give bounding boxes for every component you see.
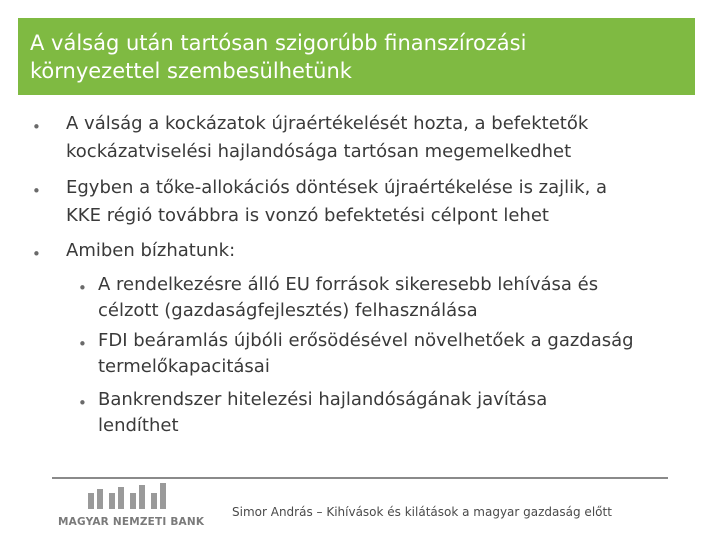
sub-bullet-1-line-2: célzott (gazdaságfejlesztés) felhasználása <box>98 300 478 321</box>
bullet-marker: • <box>32 118 41 136</box>
bullet-1-line-2: kockázatviselési hajlandósága tartósan megemelkedhet <box>66 141 572 162</box>
sub-bullet-2-line-1: FDI beáramlás újbóli erősödésével növelhetőek a gazdaság <box>98 330 634 351</box>
title-line-2: környezettel szembesülhetünk <box>30 59 352 83</box>
bullet-2-line-1: Egyben a tőke-allokációs döntések újraértékelése is zajlik, a <box>66 177 608 198</box>
footer-divider <box>52 477 668 479</box>
sub-bullet-marker: • <box>78 394 87 412</box>
sub-bullet-3-line-1: Bankrendszer hitelezési hajlandóságának javítása <box>98 389 548 410</box>
sub-bullet-marker: • <box>78 335 87 353</box>
sub-bullet-3-line-2: lendíthet <box>98 415 179 436</box>
sub-bullet-2-line-2: termelőkapacitásai <box>98 356 270 377</box>
sub-bullet-marker: • <box>78 279 87 297</box>
bullet-2-line-2: KKE régió továbbra is vonzó befektetési célpont lehet <box>66 205 549 226</box>
bank-logo-text: MAGYAR NEMZETI BANK <box>58 516 205 528</box>
bullet-3-line-1: Amiben bízhatunk: <box>66 240 236 261</box>
title-line-1: A válság után tartósan szigorúbb finanszírozási <box>30 31 527 55</box>
bullet-marker: • <box>32 245 41 263</box>
sub-bullet-1-line-1: A rendelkezésre álló EU források sikeresebb lehívása és <box>98 274 599 295</box>
footer-caption: Simor András – Kihívások és kilátások a magyar gazdaság előtt <box>232 505 612 519</box>
bullet-1-line-1: A válság a kockázatok újraértékelését hozta, a befektetők <box>66 113 589 134</box>
bullet-marker: • <box>32 182 41 200</box>
title-bar <box>18 18 695 95</box>
